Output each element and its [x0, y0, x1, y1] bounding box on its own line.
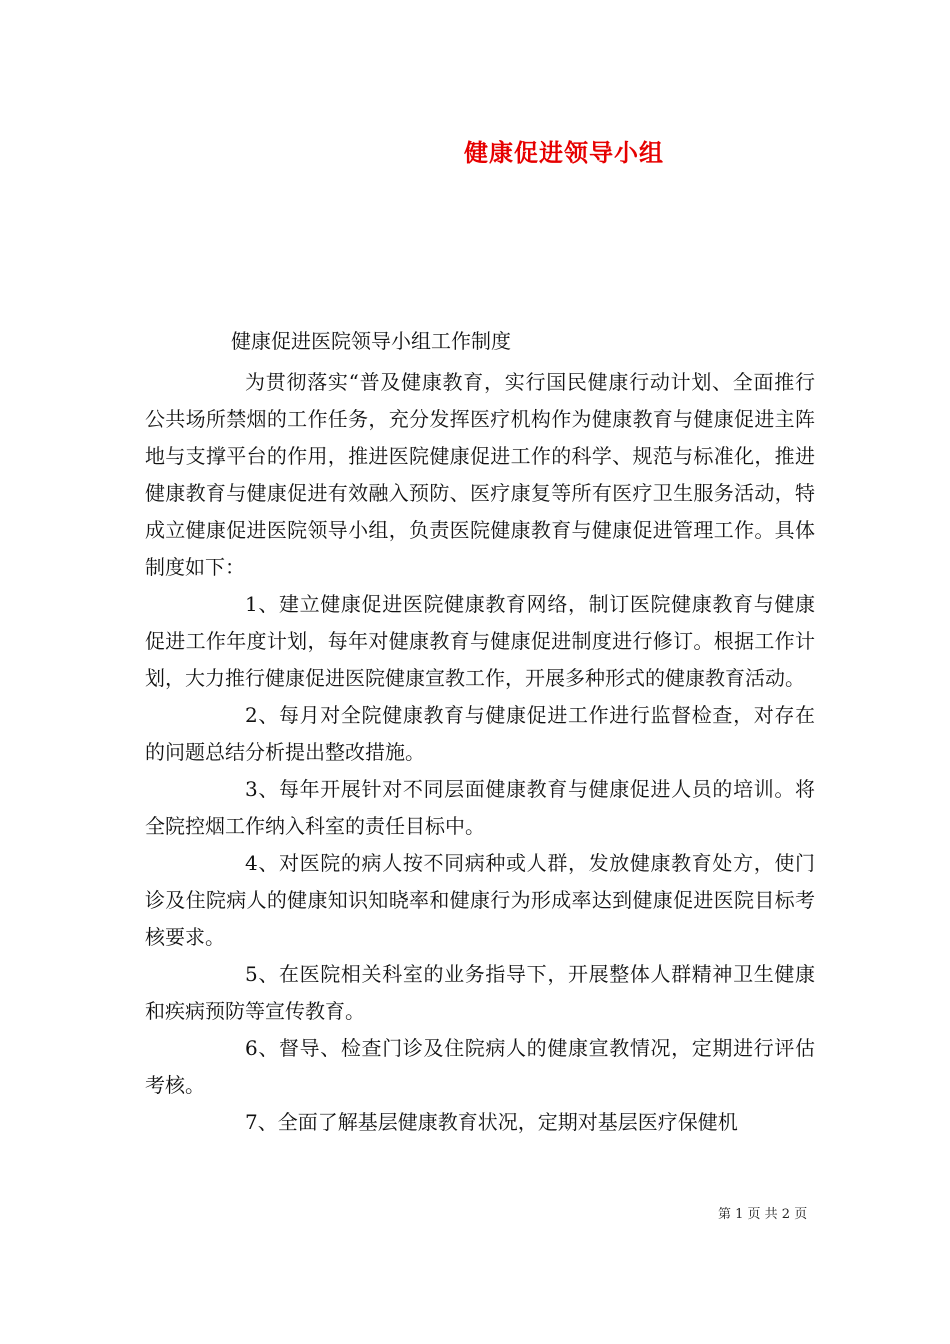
- rule-item-7: 7、全面了解基层健康教育状况，定期对基层医疗保健机: [245, 1110, 738, 1134]
- intro-paragraph: 为贯彻落实“普及健康教育，实行国民健康行动计划、全面推行公共场所禁烟的工作任务，充分发挥医疗机构作为健康教育与健康促进主阵地与支撑平台的作用，推进医院健康促进工作的科学、规范与标准化，推进健康教育与健康促进有效融入预防、医疗康复等所有医疗卫生服务活动，特成立健康促进医院领导小组，负责医院健康教育与健康促进管理工作。具体制度如下：: [145, 370, 815, 579]
- rule-item-2: 2、每月对全院健康教育与健康促进工作进行监督检查，对存在的问题总结分析提出整改措施。: [145, 703, 815, 764]
- rule-item-3: 3、每年开展针对不同层面健康教育与健康促进人员的培训。将全院控烟工作纳入科室的责任目标中。: [145, 777, 815, 838]
- document-body: [145, 364, 815, 1141]
- rule-item-6: 6、督导、检查门诊及住院病人的健康宣教情况，定期进行评估考核。: [145, 1036, 815, 1097]
- document-subtitle: 健康促进医院领导小组工作制度: [231, 329, 511, 353]
- rule-item-5: 5、在医院相关科室的业务指导下，开展整体人群精神卫生健康和疾病预防等宣传教育。: [145, 962, 815, 1023]
- rule-item-4: 4、对医院的病人按不同病种或人群，发放健康教育处方，使门诊及住院病人的健康知识知晓率和健康行为形成率达到健康促进医院目标考核要求。: [145, 851, 815, 949]
- rule-item-1: 1、建立健康促进医院健康教育网络，制订医院健康教育与健康促进工作年度计划，每年对健康教育与健康促进制度进行修订。根据工作计划，大力推行健康促进医院健康宣教工作，开展多种形式的健康教育活动。: [145, 592, 815, 690]
- page-footer: 第 1 页 共 2 页: [718, 1207, 808, 1222]
- document-title: 健康促进领导小组: [464, 138, 664, 167]
